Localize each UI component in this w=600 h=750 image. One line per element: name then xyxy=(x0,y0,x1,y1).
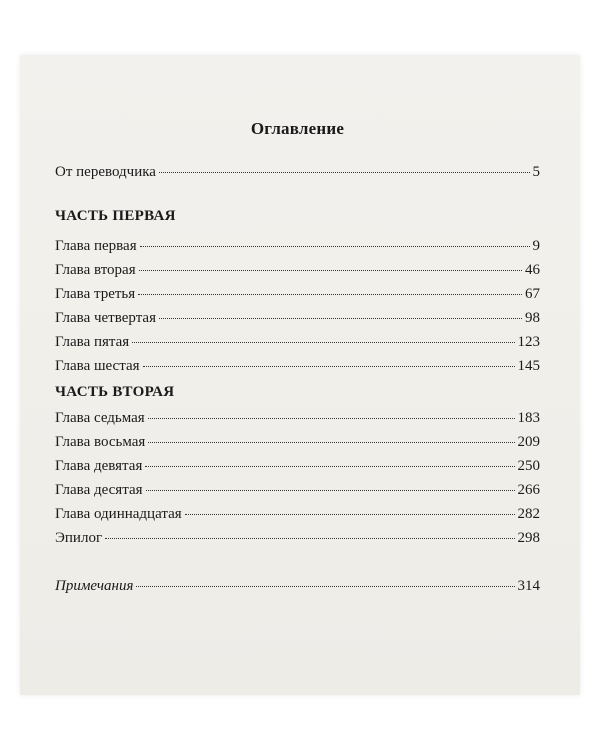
dot-leader xyxy=(148,442,514,443)
dot-leader xyxy=(146,490,515,491)
entry-label: Глава пятая xyxy=(55,334,130,350)
dot-leader xyxy=(159,172,530,173)
entry-page: 183 xyxy=(517,410,540,426)
dot-leader xyxy=(138,294,522,295)
toc-entry-chapter xyxy=(55,505,540,523)
entry-label: От переводчика xyxy=(55,164,156,180)
dot-leader xyxy=(132,342,514,343)
entry-label: Глава девятая xyxy=(55,458,143,474)
toc-entry-epilogue xyxy=(55,529,540,547)
part-two-heading: ЧАСТЬ ВТОРАЯ xyxy=(55,384,175,400)
toc-entry-chapter xyxy=(55,433,540,451)
dot-leader xyxy=(159,318,522,319)
entry-label: Глава седьмая xyxy=(55,410,145,426)
book-page xyxy=(20,55,580,695)
entry-page: 98 xyxy=(525,310,540,326)
toc-entry-translator xyxy=(55,163,540,181)
dot-leader xyxy=(139,270,522,271)
toc-entry-chapter xyxy=(55,409,540,427)
toc-entry-chapter xyxy=(55,285,540,303)
dot-leader xyxy=(105,538,514,539)
entry-label: Глава десятая xyxy=(55,482,143,498)
entry-page: 209 xyxy=(517,434,540,450)
entry-label: Эпилог xyxy=(55,530,103,546)
entry-page: 9 xyxy=(532,238,540,254)
toc-entry-chapter xyxy=(55,237,540,255)
toc-entry-chapter xyxy=(55,333,540,351)
dot-leader xyxy=(136,586,514,587)
entry-label: Глава восьмая xyxy=(55,434,146,450)
entry-label: Глава одиннадцатая xyxy=(55,506,182,522)
toc-title: Оглавление xyxy=(250,119,345,138)
toc-entry-notes xyxy=(55,577,540,595)
entry-page: 123 xyxy=(517,334,540,350)
part-one-heading: ЧАСТЬ ПЕРВАЯ xyxy=(55,208,176,224)
dot-leader xyxy=(185,514,515,515)
dot-leader xyxy=(140,246,530,247)
entry-label: Глава первая xyxy=(55,238,137,254)
entry-page: 46 xyxy=(525,262,540,278)
dot-leader xyxy=(148,418,515,419)
toc-entry-chapter xyxy=(55,357,540,375)
entry-page: 250 xyxy=(517,458,540,474)
entry-label: Глава вторая xyxy=(55,262,136,278)
entry-page: 67 xyxy=(525,286,540,302)
entry-page: 282 xyxy=(517,506,540,522)
dot-leader xyxy=(145,466,514,467)
toc-entry-chapter xyxy=(55,309,540,327)
toc-entry-chapter xyxy=(55,457,540,475)
entry-page: 266 xyxy=(517,482,540,498)
entry-label: Глава шестая xyxy=(55,358,140,374)
entry-page: 298 xyxy=(517,530,540,546)
entry-page: 314 xyxy=(517,578,540,594)
entry-page: 5 xyxy=(532,164,540,180)
entry-label: Глава четвертая xyxy=(55,310,156,326)
toc-entry-chapter xyxy=(55,481,540,499)
entry-label: Глава третья xyxy=(55,286,136,302)
entry-label: Примечания xyxy=(55,578,134,594)
dot-leader xyxy=(143,366,515,367)
entry-page: 145 xyxy=(517,358,540,374)
toc-entry-chapter xyxy=(55,261,540,279)
